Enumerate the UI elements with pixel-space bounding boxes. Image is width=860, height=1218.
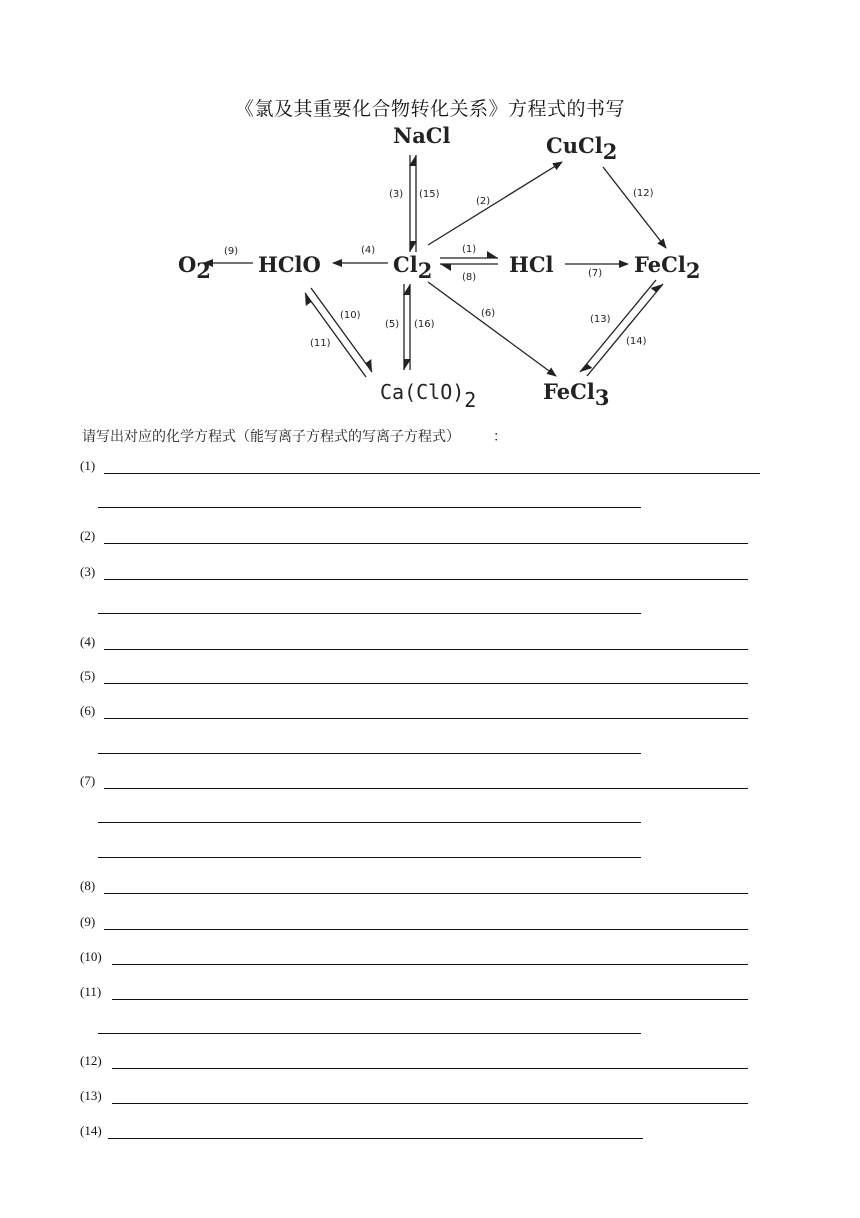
answer-line-7-cont-b[interactable] xyxy=(98,857,641,858)
answer-row-4: (4) xyxy=(80,630,748,652)
label-r13: (13) xyxy=(590,314,611,325)
label-r7: (7) xyxy=(588,268,603,279)
label-r8: (8) xyxy=(462,272,477,283)
answer-row-5: (5) xyxy=(80,664,748,686)
answer-line-9[interactable] xyxy=(104,929,748,930)
answer-row-9: (9) xyxy=(80,910,748,932)
answer-row-10: (10) xyxy=(80,945,748,967)
node-hcl: HCl xyxy=(509,252,554,277)
node-fecl3: FeCl3 xyxy=(543,379,610,410)
answer-row-8: (8) xyxy=(80,874,748,896)
label-r5: (5) xyxy=(385,319,400,330)
answer-row-11: (11) xyxy=(80,980,748,1002)
answer-line-11[interactable] xyxy=(112,999,748,1000)
arrow-r2 xyxy=(428,162,562,245)
answer-row-12: (12) xyxy=(80,1049,748,1071)
label-r1: (1) xyxy=(462,244,477,255)
answer-line-5[interactable] xyxy=(104,683,748,684)
label-r11: (11) xyxy=(310,338,331,349)
answer-line-6[interactable] xyxy=(104,718,748,719)
node-nacl: NaCl xyxy=(393,123,451,148)
node-caclo2: Ca(ClO)2 xyxy=(380,380,477,412)
answer-row-6: (6) xyxy=(80,699,748,721)
answer-row-13: (13) xyxy=(80,1084,748,1106)
answer-line-7[interactable] xyxy=(104,788,748,789)
node-fecl2: FeCl2 xyxy=(634,252,701,283)
answer-line-13[interactable] xyxy=(112,1103,748,1104)
answer-line-3-cont[interactable] xyxy=(98,613,641,614)
answer-line-12[interactable] xyxy=(112,1068,748,1069)
answer-row-14: (14) xyxy=(80,1119,643,1141)
answer-row-3: (3) xyxy=(80,560,748,582)
label-r4: (4) xyxy=(361,245,376,256)
label-r14: (14) xyxy=(626,336,647,347)
answer-line-6-cont[interactable] xyxy=(98,753,641,754)
arrow-r11 xyxy=(305,293,366,377)
arrow-r12 xyxy=(603,167,666,248)
answer-line-4[interactable] xyxy=(104,649,748,650)
answer-line-2[interactable] xyxy=(104,543,748,544)
arrow-r13 xyxy=(580,280,656,372)
answer-line-1-cont[interactable] xyxy=(98,507,641,508)
node-o2: O2 xyxy=(178,252,211,283)
instruction-text: 请写出对应的化学方程式（能写离子方程式的写离子方程式） ： xyxy=(82,429,507,445)
answer-line-8[interactable] xyxy=(104,893,748,894)
answer-line-7-cont-a[interactable] xyxy=(98,822,641,823)
label-r12: (12) xyxy=(633,188,654,199)
node-cucl2: CuCl2 xyxy=(546,133,618,164)
arrow-r10 xyxy=(311,288,372,372)
answer-row-2: (2) xyxy=(80,524,748,546)
label-r16: (16) xyxy=(414,319,435,330)
answer-line-3[interactable] xyxy=(104,579,748,580)
label-r3: (3) xyxy=(389,189,404,200)
answer-line-14[interactable] xyxy=(108,1138,643,1139)
node-hclo: HClO xyxy=(258,252,321,277)
label-r9: (9) xyxy=(224,246,239,257)
page-title: 《氯及其重要化合物转化关系》方程式的书写 xyxy=(234,98,625,120)
answer-line-1[interactable] xyxy=(104,473,760,474)
chlorine-conversion-diagram xyxy=(0,0,860,420)
answer-row-7: (7) xyxy=(80,769,748,791)
answer-line-11-cont[interactable] xyxy=(98,1033,641,1034)
label-r10: (10) xyxy=(340,310,361,321)
label-r6: (6) xyxy=(481,308,496,319)
node-cl2: Cl2 xyxy=(393,252,433,283)
answer-row-1: (1) xyxy=(80,454,760,476)
label-r15: (15) xyxy=(419,189,440,200)
arrow-r6 xyxy=(428,282,556,376)
label-r2: (2) xyxy=(476,196,491,207)
answer-line-10[interactable] xyxy=(112,964,748,965)
arrow-r14 xyxy=(587,284,663,376)
